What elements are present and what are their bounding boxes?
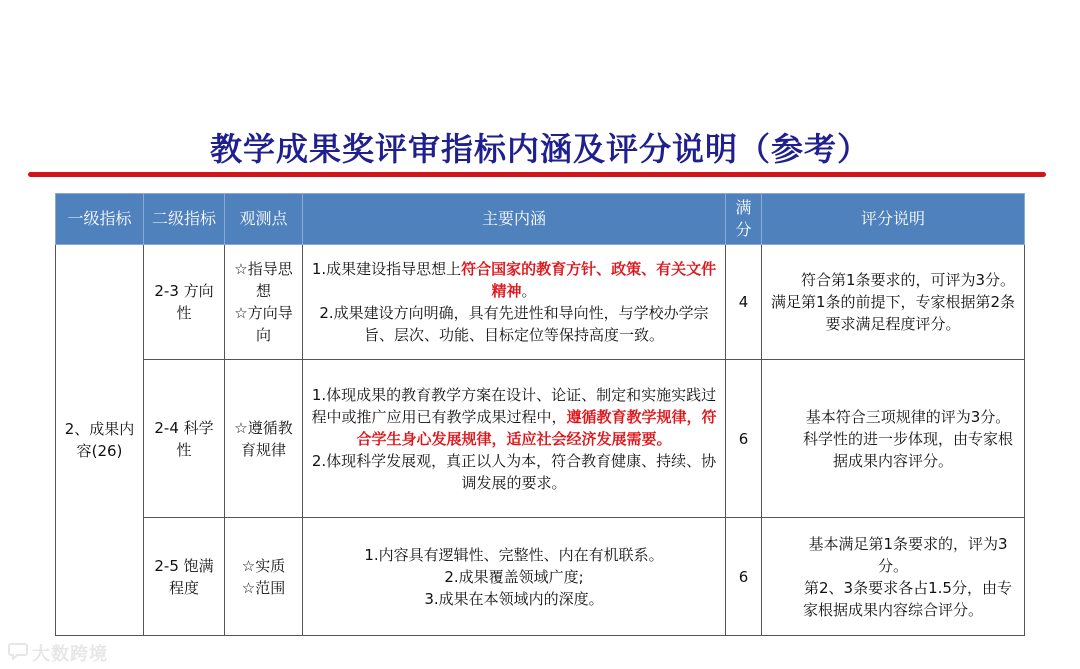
scoring-cell: [762, 245, 1025, 360]
content-cell: [303, 360, 726, 518]
scoring-text: 基本符合三项规律的评为3分。: [805, 407, 1011, 426]
observe-item: ☆遵循教育规律: [234, 418, 293, 459]
scoring-text: 第2、3条要求各占1.5分，由专家根据成果内容综合评分。: [802, 578, 1012, 619]
content-highlight: 遵循教育教学规律，符合学生身心发展规律，适应社会经济发展需要。: [356, 407, 717, 448]
page-title: 教学成果奖评审指标内涵及评分说明（参考）: [209, 130, 870, 168]
table-row: [56, 245, 1025, 360]
watermark-text: 大数跨境: [32, 644, 108, 665]
scoring-text: 符合第1条要求的，可评为3分。满足第1条的前提下，专家根据第2条要求满足程度评分。: [770, 271, 1016, 333]
content-line: [309, 258, 719, 302]
observe-cell: [225, 518, 303, 636]
content-line: [309, 450, 719, 494]
level2-cell: 2-4 科学性: [144, 360, 225, 518]
table-row: [56, 518, 1025, 636]
content-line: [309, 588, 719, 610]
watermark: [8, 640, 108, 666]
header-full-score: 满分: [726, 194, 762, 245]
scoring-cell: [762, 518, 1025, 636]
title-divider: [28, 172, 1046, 177]
content-highlight: 符合国家的教育方针、政策、有关文件精神: [461, 260, 717, 300]
content-line: [309, 544, 719, 566]
content-text: 3.成果在本领域内的深度。: [424, 589, 604, 608]
chat-bubble-icon: [8, 642, 28, 665]
evaluation-table: [55, 193, 1025, 636]
observe-item: ☆指导思想: [234, 260, 293, 300]
full-score-cell: 6: [726, 360, 762, 518]
content-line: [309, 384, 719, 450]
content-line: [309, 566, 719, 588]
observe-cell: [225, 360, 303, 518]
content-text: 2.成果覆盖领域广度;: [444, 567, 584, 586]
table-header-row: [56, 194, 1025, 245]
scoring-text: 科学性的进一步体现，由专家根据成果内容评分。: [802, 429, 1013, 470]
content-cell: [303, 518, 726, 636]
full-score-cell: 6: [726, 518, 762, 636]
table-row: [56, 360, 1025, 518]
header-observe: 观测点: [225, 194, 303, 245]
observe-item: ☆方向导向: [234, 304, 293, 344]
content-text: 1.内容具有逻辑性、完整性、内在有机联系。: [364, 545, 664, 564]
content-line: [309, 302, 719, 346]
content-text: 2.成果建设方向明确，具有先进性和导向性，与学校办学宗旨、层次、功能、目标定位等保持高度一致。: [319, 304, 709, 344]
content-cell: [303, 245, 726, 360]
level2-cell: 2-3 方向性: [144, 245, 225, 360]
header-content: 主要内涵: [303, 194, 726, 245]
observe-item: ☆范围: [241, 578, 286, 597]
content-text: 。: [521, 282, 537, 300]
level1-cell: 2、成果内容(26): [56, 245, 144, 636]
header-level1: 一级指标: [56, 194, 144, 245]
level2-cell: 2-5 饱满程度: [144, 518, 225, 636]
content-text: 1.成果建设指导思想上: [311, 260, 462, 278]
scoring-text: 基本满足第1条要求的，评为3分。: [808, 534, 1008, 575]
observe-item: ☆实质: [241, 556, 286, 575]
full-score-cell: 4: [726, 245, 762, 360]
observe-cell: [225, 245, 303, 360]
content-text: 1.体现成果的教育教学方案在设计、论证、制定和实施实践过程中或推广应用已有教学成果过程中，: [311, 385, 717, 426]
header-scoring: 评分说明: [762, 194, 1025, 245]
header-level2: 二级指标: [144, 194, 225, 245]
scoring-cell: [762, 360, 1025, 518]
content-text: 2.体现科学发展观，真正以人为本，符合教育健康、持续、协调发展的要求。: [311, 451, 717, 492]
